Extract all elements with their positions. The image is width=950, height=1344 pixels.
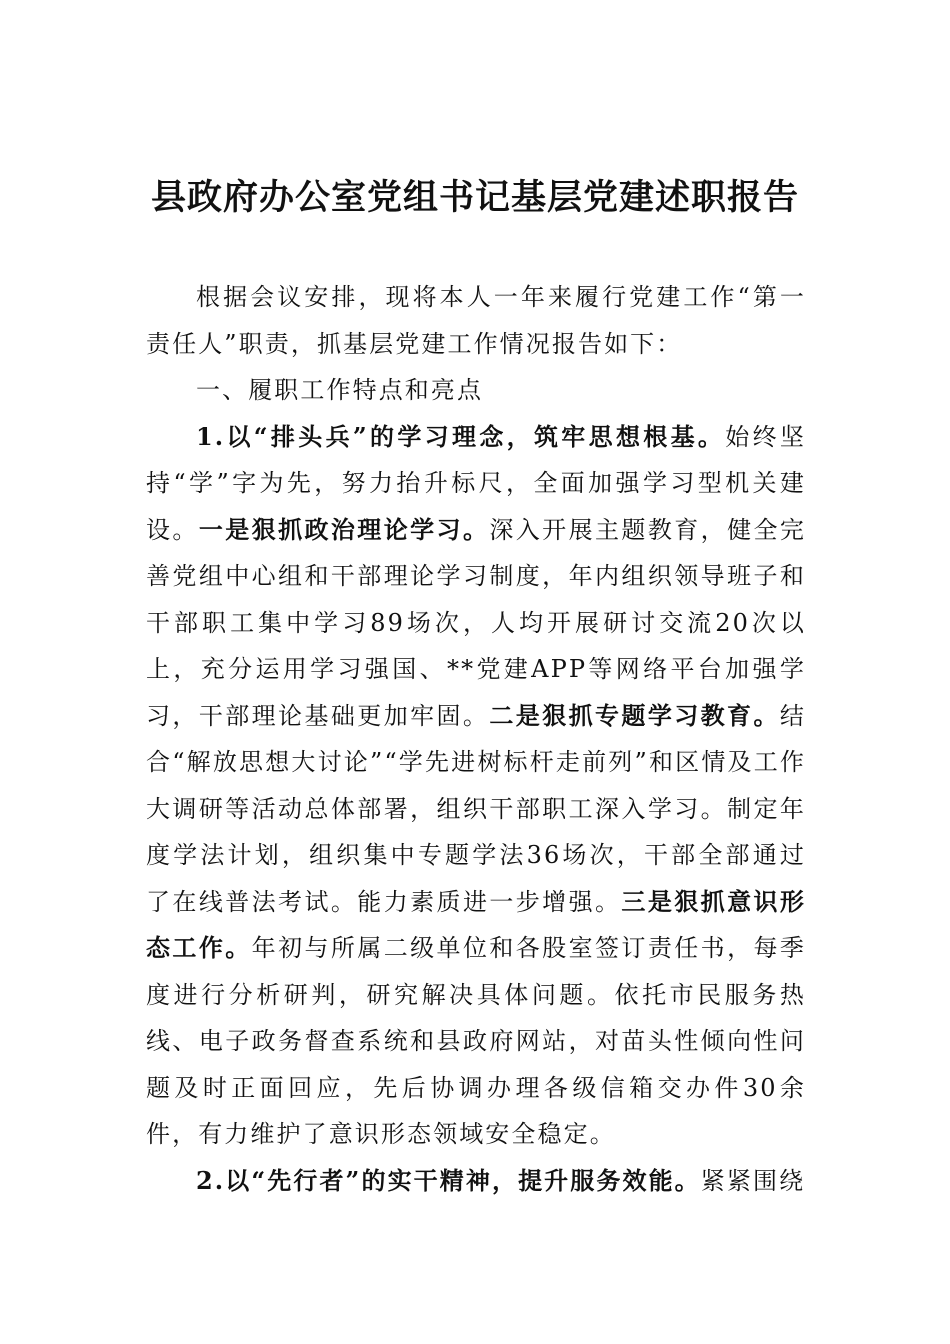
item2-lead-text: 紧紧围绕 <box>700 1166 806 1195</box>
point3-text: 年初与所属二级单位和各股室签订责任书，每季度进行分析研判，研究解决具体问题。依托市民服务热线、电子政务督查系统和县政府网站，对苗头性倾向性问题及时正面回应，先后协调办理各级信箱交办件30余件，有力维护了意识形态领域安全稳定。 <box>146 934 806 1148</box>
document-title: 县政府办公室党组书记基层党建述职报告 <box>150 177 799 218</box>
item1-paragraph <box>146 414 806 1158</box>
document-body <box>146 274 806 1204</box>
point1-bold: 一是狠抓政治理论学习。 <box>198 514 490 544</box>
section-heading: 一、履职工作特点和亮点 <box>196 376 484 404</box>
intro-paragraph: 根据会议安排，现将本人一年来履行党建工作“第一责任人”职责，抓基层党建工作情况报告如下： <box>146 283 806 358</box>
item2-lead-bold: 2.以“先行者”的实干精神，提升服务效能。 <box>196 1165 701 1195</box>
point2-text: 结合“解放思想大讨论”“学先进树标杆走前列”和区情及工作大调研等活动总体部署，组织干部职工深入学习。制定年度学法计划，组织集中专题学法36场次，干部全部通过了在线普法考试。能力素质进一步增强。 <box>146 701 806 916</box>
point2-bold: 二是狠抓专题学习教育。 <box>489 700 780 730</box>
point1-text: 深入开展主题教育，健全完善党组中心组和干部理论学习制度，年内组织领导班子和干部职工集中学习89场次，人均开展研讨交流20次以上，充分运用学习强国、**党建APP等网络平台加强学习，干部理论基础更加牢固。 <box>146 515 806 730</box>
point3-bold: 三是狠抓意识形态工作。 <box>146 886 806 962</box>
item1-lead-bold: 1.以“排头兵”的学习理念，筑牢思想根基。 <box>196 421 726 451</box>
item1-lead-text: 始终坚持“学”字为先，努力抬升标尺，全面加强学习型机关建设。 <box>146 422 806 544</box>
item2-paragraph <box>146 1158 806 1205</box>
